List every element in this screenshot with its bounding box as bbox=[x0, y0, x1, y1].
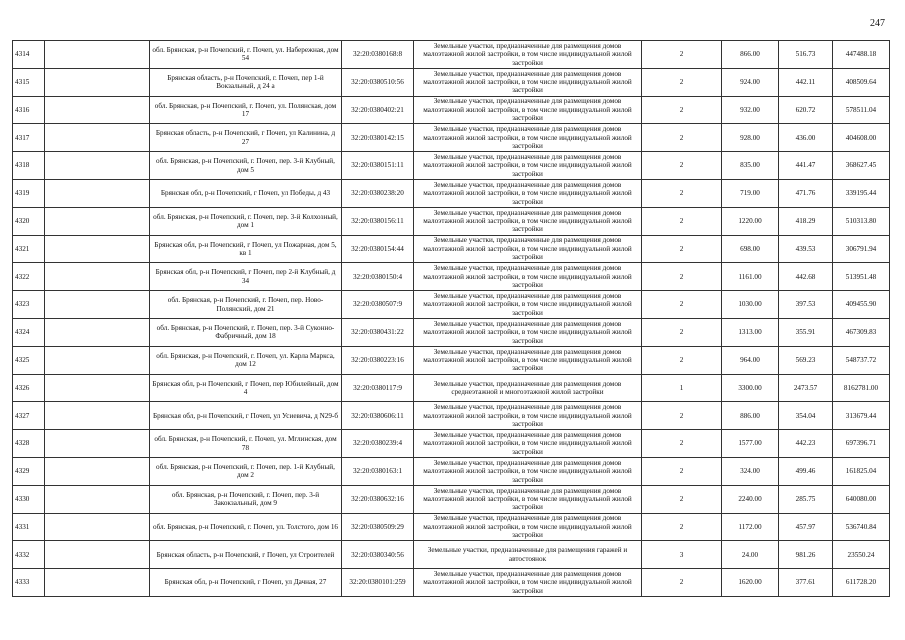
cell-category: 2 bbox=[642, 485, 722, 513]
cell-address: обл. Брянская, р-н Почепский, г. Почеп, пер. 3-й Закокзальный, дом 9 bbox=[150, 485, 342, 513]
cell-permitted-use: Земельные участки, предназначенные для размещения гаражей и автостоянок bbox=[414, 541, 642, 569]
cell-category: 2 bbox=[642, 318, 722, 346]
table-row bbox=[13, 318, 890, 346]
cell-cadastral-value: 8162781.00 bbox=[833, 374, 890, 402]
cell-category: 2 bbox=[642, 68, 722, 96]
cell-permitted-use: Земельные участки, предназначенные для размещения домов малоэтажной жилой застройки, в том числе индивидуальной жилой застройки bbox=[414, 152, 642, 180]
cell-area: 886.00 bbox=[722, 402, 779, 430]
cell-blank bbox=[45, 96, 150, 124]
cell-category: 2 bbox=[642, 96, 722, 124]
cell-address: Брянская область, р-н Почепский, г Почеп, ул Калинина, д 27 bbox=[150, 124, 342, 152]
table-row bbox=[13, 41, 890, 69]
cell-address: обл. Брянская, р-н Почепский, г. Почеп, ул. Набережная, дом 54 bbox=[150, 41, 342, 69]
cell-category: 2 bbox=[642, 346, 722, 374]
cell-permitted-use: Земельные участки, предназначенные для размещения домов малоэтажной жилой застройки, в том числе индивидуальной жилой застройки bbox=[414, 179, 642, 207]
cell-permitted-use: Земельные участки, предназначенные для размещения домов малоэтажной жилой застройки, в том числе индивидуальной жилой застройки bbox=[414, 402, 642, 430]
cell-specific-value: 442.23 bbox=[779, 430, 833, 458]
cell-area: 719.00 bbox=[722, 179, 779, 207]
cell-number: 4324 bbox=[13, 318, 45, 346]
cell-category: 2 bbox=[642, 513, 722, 541]
cell-category: 2 bbox=[642, 291, 722, 319]
cell-blank bbox=[45, 41, 150, 69]
cell-number: 4318 bbox=[13, 152, 45, 180]
cell-permitted-use: Земельные участки, предназначенные для размещения домов малоэтажной жилой застройки, в том числе индивидуальной жилой застройки bbox=[414, 124, 642, 152]
cell-category: 2 bbox=[642, 207, 722, 235]
cell-cadastral-number: 32:20:0380163:1 bbox=[342, 457, 414, 485]
cell-address: обл. Брянская, р-н Почепский, г. Почеп, пер. 3-й Клубный, дом 5 bbox=[150, 152, 342, 180]
cell-address: обл. Брянская, р-н Почепский, г. Почеп, пер. 3-й Колхозный, дом 1 bbox=[150, 207, 342, 235]
cell-cadastral-number: 32:20:0380223:16 bbox=[342, 346, 414, 374]
cell-blank bbox=[45, 346, 150, 374]
cell-address: обл. Брянская, р-н Почепский, г. Почеп, ул. Мглинская, дом 78 bbox=[150, 430, 342, 458]
cell-number: 4321 bbox=[13, 235, 45, 263]
cell-cadastral-number: 32:20:0380431:22 bbox=[342, 318, 414, 346]
cell-area: 835.00 bbox=[722, 152, 779, 180]
cell-blank bbox=[45, 207, 150, 235]
cell-number: 4333 bbox=[13, 569, 45, 597]
cell-area: 1161.00 bbox=[722, 263, 779, 291]
cell-specific-value: 441.47 bbox=[779, 152, 833, 180]
table-row bbox=[13, 235, 890, 263]
table-row bbox=[13, 207, 890, 235]
page-number: 247 bbox=[870, 18, 885, 29]
cell-area: 928.00 bbox=[722, 124, 779, 152]
cell-category: 2 bbox=[642, 402, 722, 430]
cell-address: Брянская область, р-н Почепский, г. Почеп, пер 1-й Вокзальный, д 24 а bbox=[150, 68, 342, 96]
cell-address: обл. Брянская, р-н Почепский, г. Почеп, пер. Ново-Полянский, дом 21 bbox=[150, 291, 342, 319]
cell-area: 1172.00 bbox=[722, 513, 779, 541]
cell-number: 4332 bbox=[13, 541, 45, 569]
cell-blank bbox=[45, 291, 150, 319]
cell-number: 4328 bbox=[13, 430, 45, 458]
cell-cadastral-value: 640080.00 bbox=[833, 485, 890, 513]
cell-cadastral-number: 32:20:0380402:21 bbox=[342, 96, 414, 124]
table-row bbox=[13, 402, 890, 430]
cell-cadastral-number: 32:20:0380101:259 bbox=[342, 569, 414, 597]
cell-area: 1620.00 bbox=[722, 569, 779, 597]
table-row bbox=[13, 374, 890, 402]
cell-address: обл. Брянская, р-н Почепский, г. Почеп, ул. Полянская, дом 17 bbox=[150, 96, 342, 124]
cell-cadastral-value: 611728.20 bbox=[833, 569, 890, 597]
cell-cadastral-number: 32:20:0380606:11 bbox=[342, 402, 414, 430]
table-row bbox=[13, 541, 890, 569]
cell-permitted-use: Земельные участки, предназначенные для размещения домов малоэтажной жилой застройки, в том числе индивидуальной жилой застройки bbox=[414, 235, 642, 263]
cell-blank bbox=[45, 318, 150, 346]
table-row bbox=[13, 291, 890, 319]
cell-blank bbox=[45, 402, 150, 430]
cell-address: Брянская обл, р-н Почепский, г Почеп, ул Дачная, 27 bbox=[150, 569, 342, 597]
cell-specific-value: 355.91 bbox=[779, 318, 833, 346]
cell-address: Брянская обл, р-н Почепский, г Почеп, пер 2-й Клубный, д 34 bbox=[150, 263, 342, 291]
cell-specific-value: 442.68 bbox=[779, 263, 833, 291]
cell-cadastral-number: 32:20:0380509:29 bbox=[342, 513, 414, 541]
cell-cadastral-value: 697396.71 bbox=[833, 430, 890, 458]
cell-area: 24.00 bbox=[722, 541, 779, 569]
cell-permitted-use: Земельные участки, предназначенные для размещения домов малоэтажной жилой застройки, в том числе индивидуальной жилой застройки bbox=[414, 569, 642, 597]
cell-number: 4322 bbox=[13, 263, 45, 291]
cell-blank bbox=[45, 152, 150, 180]
cell-category: 2 bbox=[642, 569, 722, 597]
cell-blank bbox=[45, 68, 150, 96]
cell-cadastral-value: 306791.94 bbox=[833, 235, 890, 263]
cell-number: 4317 bbox=[13, 124, 45, 152]
cell-specific-value: 397.53 bbox=[779, 291, 833, 319]
cell-category: 2 bbox=[642, 152, 722, 180]
cell-specific-value: 499.46 bbox=[779, 457, 833, 485]
cell-area: 3300.00 bbox=[722, 374, 779, 402]
cell-specific-value: 620.72 bbox=[779, 96, 833, 124]
cell-number: 4329 bbox=[13, 457, 45, 485]
table-row bbox=[13, 457, 890, 485]
cell-address: обл. Брянская, р-н Почепский, г. Почеп, пер. 3-й Суконно-Фабричный, дом 18 bbox=[150, 318, 342, 346]
cell-cadastral-value: 513951.48 bbox=[833, 263, 890, 291]
cell-permitted-use: Земельные участки, предназначенные для размещения домов малоэтажной жилой застройки, в том числе индивидуальной жилой застройки bbox=[414, 430, 642, 458]
cell-cadastral-value: 548737.72 bbox=[833, 346, 890, 374]
cell-specific-value: 418.29 bbox=[779, 207, 833, 235]
cell-cadastral-value: 313679.44 bbox=[833, 402, 890, 430]
cell-cadastral-value: 23550.24 bbox=[833, 541, 890, 569]
table-row bbox=[13, 263, 890, 291]
cell-specific-value: 471.76 bbox=[779, 179, 833, 207]
cell-address: Брянская обл, р-н Почепский, г Почеп, пер Юбилейный, дом 4 bbox=[150, 374, 342, 402]
cell-cadastral-number: 32:20:0380151:11 bbox=[342, 152, 414, 180]
cell-blank bbox=[45, 513, 150, 541]
table-row bbox=[13, 485, 890, 513]
cell-cadastral-value: 447488.18 bbox=[833, 41, 890, 69]
cell-permitted-use: Земельные участки, предназначенные для размещения домов малоэтажной жилой застройки, в том числе индивидуальной жилой застройки bbox=[414, 68, 642, 96]
cell-area: 932.00 bbox=[722, 96, 779, 124]
cell-category: 1 bbox=[642, 374, 722, 402]
cell-cadastral-number: 32:20:0380154:44 bbox=[342, 235, 414, 263]
cell-cadastral-number: 32:20:0380142:15 bbox=[342, 124, 414, 152]
cell-specific-value: 439.53 bbox=[779, 235, 833, 263]
cell-number: 4323 bbox=[13, 291, 45, 319]
cell-area: 1313.00 bbox=[722, 318, 779, 346]
cell-category: 2 bbox=[642, 41, 722, 69]
cadastral-value-table bbox=[12, 40, 890, 597]
cell-cadastral-value: 510313.80 bbox=[833, 207, 890, 235]
cell-category: 2 bbox=[642, 457, 722, 485]
cell-cadastral-value: 536740.84 bbox=[833, 513, 890, 541]
cell-permitted-use: Земельные участки, предназначенные для размещения домов малоэтажной жилой застройки, в том числе индивидуальной жилой застройки bbox=[414, 263, 642, 291]
cell-permitted-use: Земельные участки, предназначенные для размещения домов малоэтажной жилой застройки, в том числе индивидуальной жилой застройки bbox=[414, 96, 642, 124]
cell-cadastral-number: 32:20:0380117:9 bbox=[342, 374, 414, 402]
cell-blank bbox=[45, 374, 150, 402]
cell-category: 2 bbox=[642, 124, 722, 152]
cell-cadastral-value: 578511.04 bbox=[833, 96, 890, 124]
cell-cadastral-value: 404608.00 bbox=[833, 124, 890, 152]
cell-permitted-use: Земельные участки, предназначенные для размещения домов среднеэтажной и многоэтажной жилой застройки bbox=[414, 374, 642, 402]
cell-blank bbox=[45, 541, 150, 569]
cell-category: 2 bbox=[642, 430, 722, 458]
cell-specific-value: 516.73 bbox=[779, 41, 833, 69]
table-row bbox=[13, 68, 890, 96]
cell-area: 2240.00 bbox=[722, 485, 779, 513]
table-body bbox=[13, 41, 890, 597]
cell-category: 2 bbox=[642, 263, 722, 291]
cell-area: 1030.00 bbox=[722, 291, 779, 319]
cell-address: Брянская обл, р-н Почепский, г Почеп, ул Пожарная, дом 5, кв 1 bbox=[150, 235, 342, 263]
cell-blank bbox=[45, 235, 150, 263]
cell-category: 3 bbox=[642, 541, 722, 569]
table-row bbox=[13, 569, 890, 597]
cell-area: 924.00 bbox=[722, 68, 779, 96]
table-row bbox=[13, 179, 890, 207]
cell-permitted-use: Земельные участки, предназначенные для размещения домов малоэтажной жилой застройки, в том числе индивидуальной жилой застройки bbox=[414, 457, 642, 485]
cell-blank bbox=[45, 179, 150, 207]
table-row bbox=[13, 152, 890, 180]
cell-address: Брянская обл, р-н Почепский, г Почеп, ул Победы, д 43 bbox=[150, 179, 342, 207]
cell-area: 1220.00 bbox=[722, 207, 779, 235]
cell-blank bbox=[45, 430, 150, 458]
cell-address: обл. Брянская, р-н Почепский, г. Почеп, ул. Толстого, дом 16 bbox=[150, 513, 342, 541]
cell-permitted-use: Земельные участки, предназначенные для размещения домов малоэтажной жилой застройки, в том числе индивидуальной жилой застройки bbox=[414, 485, 642, 513]
cell-cadastral-number: 32:20:0380150:4 bbox=[342, 263, 414, 291]
cell-permitted-use: Земельные участки, предназначенные для размещения домов малоэтажной жилой застройки, в том числе индивидуальной жилой застройки bbox=[414, 513, 642, 541]
cell-cadastral-value: 408509.64 bbox=[833, 68, 890, 96]
cell-cadastral-number: 32:20:0380156:11 bbox=[342, 207, 414, 235]
cell-cadastral-value: 409455.90 bbox=[833, 291, 890, 319]
cell-number: 4331 bbox=[13, 513, 45, 541]
cell-blank bbox=[45, 485, 150, 513]
cell-permitted-use: Земельные участки, предназначенные для размещения домов малоэтажной жилой застройки, в том числе индивидуальной жилой застройки bbox=[414, 318, 642, 346]
cell-cadastral-value: 339195.44 bbox=[833, 179, 890, 207]
cell-specific-value: 285.75 bbox=[779, 485, 833, 513]
cell-cadastral-number: 32:20:0380632:16 bbox=[342, 485, 414, 513]
cell-specific-value: 377.61 bbox=[779, 569, 833, 597]
cell-cadastral-number: 32:20:0380510:56 bbox=[342, 68, 414, 96]
cell-category: 2 bbox=[642, 235, 722, 263]
cell-area: 698.00 bbox=[722, 235, 779, 263]
cell-address: Брянская область, р-н Почепский, г Почеп, ул Строителей bbox=[150, 541, 342, 569]
cell-cadastral-number: 32:20:0380168:8 bbox=[342, 41, 414, 69]
table-row bbox=[13, 513, 890, 541]
cell-address: Брянская обл, р-н Почепский, г Почеп, ул Усиевича, д N29-б bbox=[150, 402, 342, 430]
cell-category: 2 bbox=[642, 179, 722, 207]
cell-number: 4316 bbox=[13, 96, 45, 124]
cell-address: обл. Брянская, р-н Почепский, г. Почеп, пер. 1-й Клубный, дом 2 bbox=[150, 457, 342, 485]
cell-number: 4325 bbox=[13, 346, 45, 374]
cell-number: 4327 bbox=[13, 402, 45, 430]
cell-area: 866.00 bbox=[722, 41, 779, 69]
cell-cadastral-value: 161825.04 bbox=[833, 457, 890, 485]
cell-cadastral-number: 32:20:0380340:56 bbox=[342, 541, 414, 569]
cell-area: 964.00 bbox=[722, 346, 779, 374]
table-row bbox=[13, 430, 890, 458]
cell-specific-value: 2473.57 bbox=[779, 374, 833, 402]
cell-number: 4320 bbox=[13, 207, 45, 235]
cell-number: 4326 bbox=[13, 374, 45, 402]
cell-blank bbox=[45, 457, 150, 485]
cell-permitted-use: Земельные участки, предназначенные для размещения домов малоэтажной жилой застройки, в том числе индивидуальной жилой застройки bbox=[414, 346, 642, 374]
table-row bbox=[13, 96, 890, 124]
cell-cadastral-value: 368627.45 bbox=[833, 152, 890, 180]
cell-number: 4314 bbox=[13, 41, 45, 69]
cell-specific-value: 442.11 bbox=[779, 68, 833, 96]
cell-permitted-use: Земельные участки, предназначенные для размещения домов малоэтажной жилой застройки, в том числе индивидуальной жилой застройки bbox=[414, 291, 642, 319]
cell-permitted-use: Земельные участки, предназначенные для размещения домов малоэтажной жилой застройки, в том числе индивидуальной жилой застройки bbox=[414, 207, 642, 235]
cell-cadastral-value: 467309.83 bbox=[833, 318, 890, 346]
cell-specific-value: 354.04 bbox=[779, 402, 833, 430]
cell-cadastral-number: 32:20:0380238:20 bbox=[342, 179, 414, 207]
cell-address: обл. Брянская, р-н Почепский, г. Почеп, ул. Карла Маркса, дом 12 bbox=[150, 346, 342, 374]
cell-number: 4319 bbox=[13, 179, 45, 207]
table-row bbox=[13, 346, 890, 374]
table-row bbox=[13, 124, 890, 152]
cell-cadastral-number: 32:20:0380507:9 bbox=[342, 291, 414, 319]
cell-specific-value: 569.23 bbox=[779, 346, 833, 374]
cell-cadastral-number: 32:20:0380239:4 bbox=[342, 430, 414, 458]
cell-specific-value: 457.97 bbox=[779, 513, 833, 541]
cell-blank bbox=[45, 569, 150, 597]
cell-area: 1577.00 bbox=[722, 430, 779, 458]
cell-blank bbox=[45, 263, 150, 291]
cell-number: 4315 bbox=[13, 68, 45, 96]
cell-number: 4330 bbox=[13, 485, 45, 513]
cell-permitted-use: Земельные участки, предназначенные для размещения домов малоэтажной жилой застройки, в том числе индивидуальной жилой застройки bbox=[414, 41, 642, 69]
cell-blank bbox=[45, 124, 150, 152]
cell-specific-value: 436.00 bbox=[779, 124, 833, 152]
cell-specific-value: 981.26 bbox=[779, 541, 833, 569]
cell-area: 324.00 bbox=[722, 457, 779, 485]
